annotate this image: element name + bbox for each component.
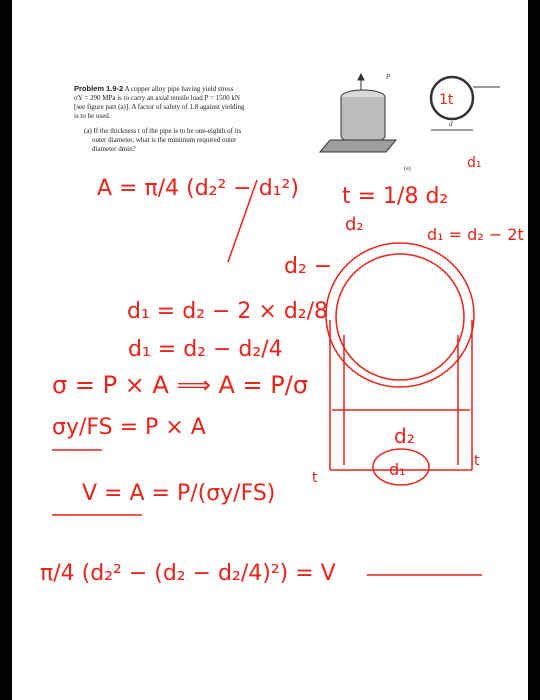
hw-volume-line: V = A = P/(σy/FS) <box>82 481 276 506</box>
hw-label-1t: 1t <box>439 92 454 108</box>
hw-outer-circle <box>326 243 474 387</box>
hw-sigma-fs-equation: σy/FS = P × A <box>52 415 206 440</box>
problem-line-1: A copper alloy pipe having yield stress <box>124 85 234 93</box>
figure-and-handwriting <box>12 0 528 700</box>
hw-pipe-sketch <box>326 243 474 485</box>
part-a-line-2: outer diameter, what is the minimum required outer <box>92 136 237 144</box>
problem-title: Problem 1.9-2 <box>74 84 124 93</box>
hw-d2-minus: d₂ − <box>284 254 333 279</box>
problem-line-3: [see figure part (a)]. A factor of safety of 1.8 against yielding <box>74 103 245 111</box>
hw-d1-line-1: d₁ = d₂ − 2 × d₂/8 <box>127 299 329 324</box>
figure-label-a: (a) <box>404 166 411 172</box>
problem-line-2: σY = 290 MPa is to carry an axial tensile load P = 1500 kN <box>74 94 240 102</box>
load-label: P <box>386 73 391 81</box>
hw-area-equation: A = π/4 (d₂² − d₁²) <box>97 176 299 201</box>
hw-final-equation: π/4 (d₂² − (d₂ − d₂/4)²) = V <box>40 561 336 586</box>
problem-line-4: is to be used. <box>74 112 111 120</box>
pipe-body <box>341 97 385 143</box>
hw-label-d1-top: d₁ <box>467 155 482 171</box>
hw-sigma-equation: σ = P × A ⟹ A = P/σ <box>52 371 309 399</box>
handwritten-notes <box>40 92 524 586</box>
hw-inner-circle <box>336 254 464 380</box>
hw-d1-line-2: d₁ = d₂ − d₂/4 <box>128 337 283 362</box>
hw-d1-equation: d₁ = d₂ − 2t <box>427 225 524 244</box>
hw-thickness-denominator: d₂ <box>345 214 364 235</box>
hw-d2-label: d₂ <box>394 424 415 448</box>
hw-t-label-right: t <box>474 453 480 469</box>
hw-d1-label: d₁ <box>389 460 406 479</box>
load-arrowhead <box>358 74 364 80</box>
part-a-line-1: (a) If the thickness t of the pipe is to be one-eighth of its <box>84 127 242 135</box>
hw-thickness-equation: t = 1/8 d₂ <box>342 184 449 209</box>
hw-t-label-left: t <box>312 470 318 486</box>
pipe-base <box>320 140 396 152</box>
dimension-d-label: d <box>449 120 453 128</box>
pipe-figure <box>320 74 500 152</box>
document-page <box>12 0 528 700</box>
part-a-line-3: diameter dmin? <box>92 145 136 153</box>
